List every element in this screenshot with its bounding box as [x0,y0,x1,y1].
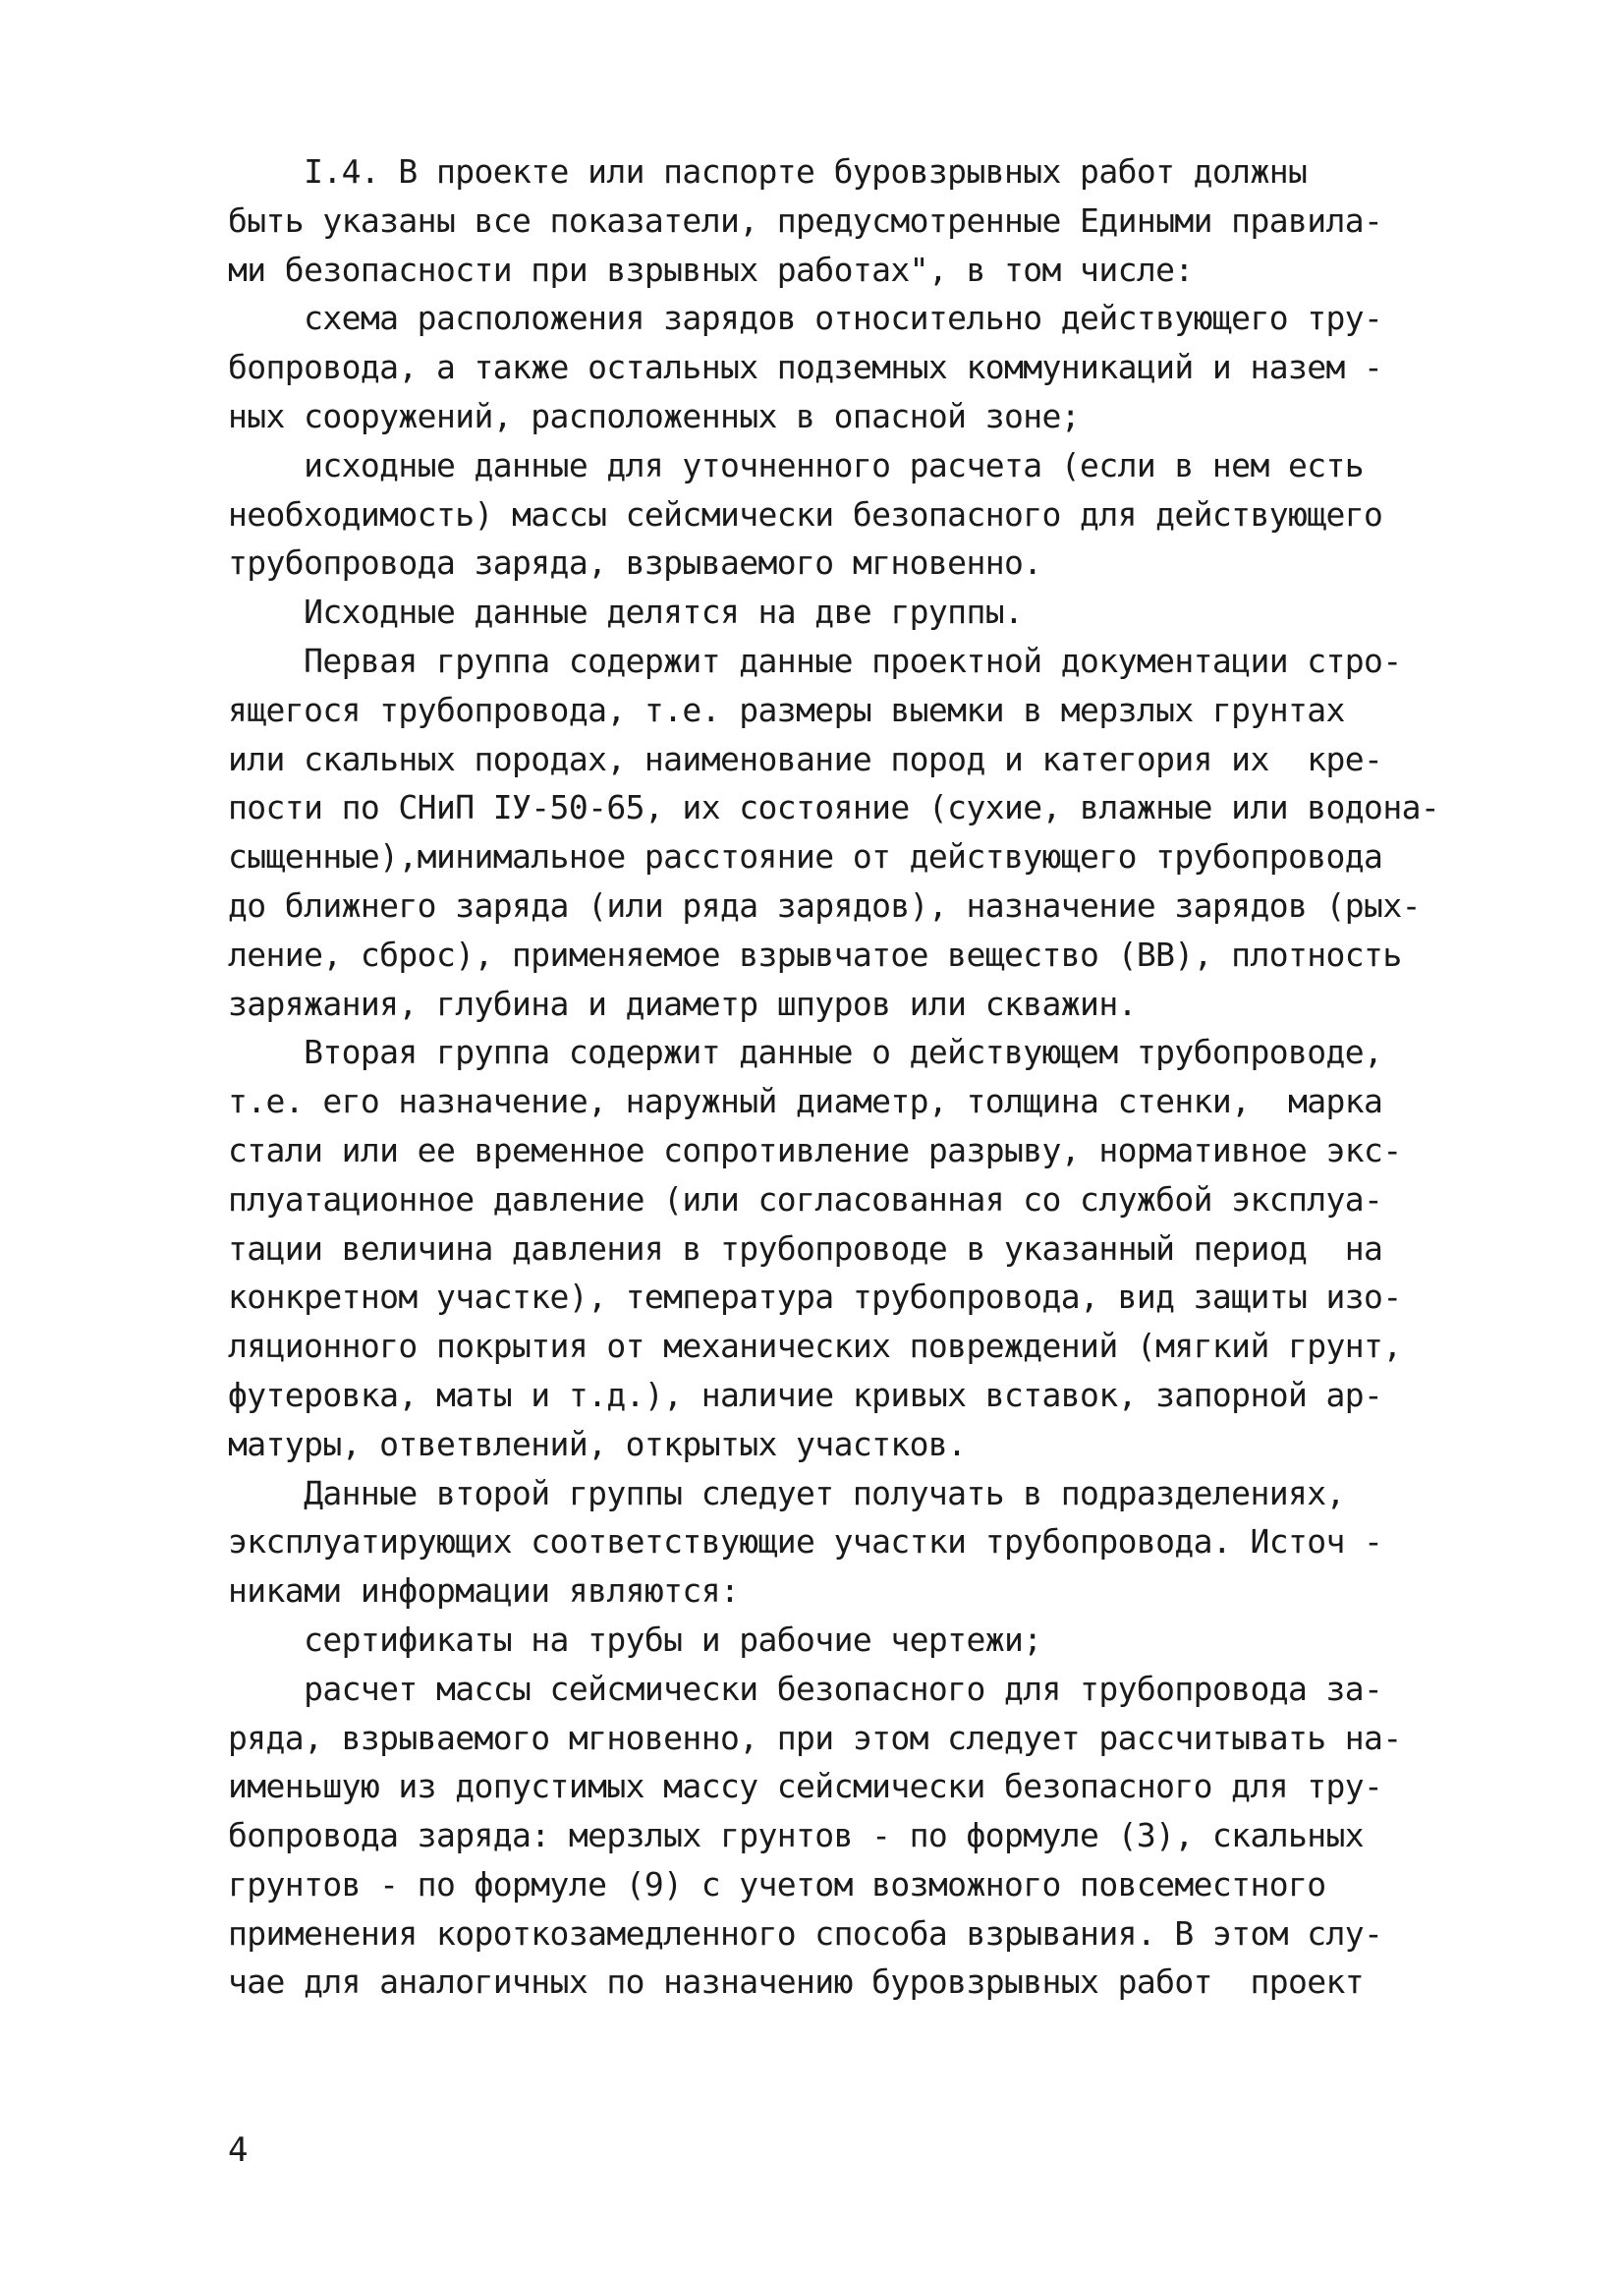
text-line: ных сооружений, расположенных в опасной зоне; [228,396,1081,435]
text-line: Первая группа содержит данные проектной документации стро- [228,641,1402,680]
text-line: ми безопасности при взрывных работах", в том числе: [228,250,1194,289]
text-line: применения короткозамедленного способа взрывания. В этом слу- [228,1913,1383,1953]
text-line: заряжания, глубина и диаметр шпуров или скважин. [228,984,1137,1023]
text-line: ряда, взрываемого мгновенно, при этом следует рассчитывать на- [228,1718,1402,1757]
text-line: бопровода, а также остальных подземных коммуникаций и назем - [228,348,1383,387]
text-line: схема расположения зарядов относительно действующего тру- [228,299,1383,338]
text-line: расчет массы сейсмически безопасного для трубопровода за- [228,1669,1383,1708]
text-line: сыщенные),минимальное расстояние от действующего трубопровода [228,837,1383,877]
text-line: никами информации являются: [228,1571,740,1611]
text-line: необходимость) массы сейсмически безопасного для действующего [228,494,1383,534]
text-line: эксплуатирующих соответствующие участки трубопровода. Источ - [228,1522,1383,1562]
text-line: Исходные данные делятся на две группы. [228,593,1024,632]
text-line: исходные данные для уточненного расчета (если в нем есть [228,445,1365,484]
text-line: бопровода заряда: мерзлых грунтов - по формуле (3), скальных [228,1816,1365,1855]
text-line: ление, сброс), применяемое взрывчатое вещество (ВВ), плотность [228,935,1402,974]
text-line: ляционного покрытия от механических повреждений (мягкий грунт, [228,1327,1402,1366]
text-line: ящегося трубопровода, т.е. размеры выемки в мерзлых грунтах [228,690,1345,729]
text-line: Данные второй группы следует получать в подразделениях, [228,1473,1345,1512]
text-line: конкретном участке), температура трубопровода, вид защиты изо- [228,1278,1402,1317]
text-line: до ближнего заряда (или ряда зарядов), назначение зарядов (рых- [228,885,1421,925]
text-line: I.4. В проекте или паспорте буровзрывных работ должны [228,152,1308,191]
text-line: плуатационное давление (или согласованная со службой эксплуа- [228,1179,1383,1219]
text-line: стали или ее временное сопротивление разрыву, нормативное экс- [228,1130,1402,1169]
text-line: футеровка, маты и т.д.), наличие кривых вставок, запорной ар- [228,1375,1383,1414]
text-line: именьшую из допустимых массу сейсмически безопасного для тру- [228,1767,1383,1806]
text-line: чае для аналогичных по назначению буровзрывных работ проект [228,1962,1365,2002]
body-text [228,147,1544,2007]
text-line: грунтов - по формуле (9) с учетом возможного повсеместного [228,1864,1326,1904]
page-number: 4 [228,2131,249,2170]
text-line: матуры, ответвлений, открытых участков. [228,1424,967,1463]
text-line: быть указаны все показатели, предусмотренные Едиными правила- [228,200,1383,240]
text-line: Вторая группа содержит данные о действующем трубопроводе, [228,1033,1383,1072]
text-line: пости по СНиП IУ-50-65, их состояние (сухие, влажные или водона- [228,788,1440,827]
text-line: тации величина давления в трубопроводе в указанный период на [228,1228,1383,1268]
text-line: сертификаты на трубы и рабочие чертежи; [228,1620,1042,1659]
text-line: трубопровода заряда, взрываемого мгновенно. [228,543,1042,583]
text-line: или скальных породах, наименование пород и категория их кре- [228,739,1383,778]
text-line: т.е. его назначение, наружный диаметр, толщина стенки, марка [228,1082,1383,1121]
